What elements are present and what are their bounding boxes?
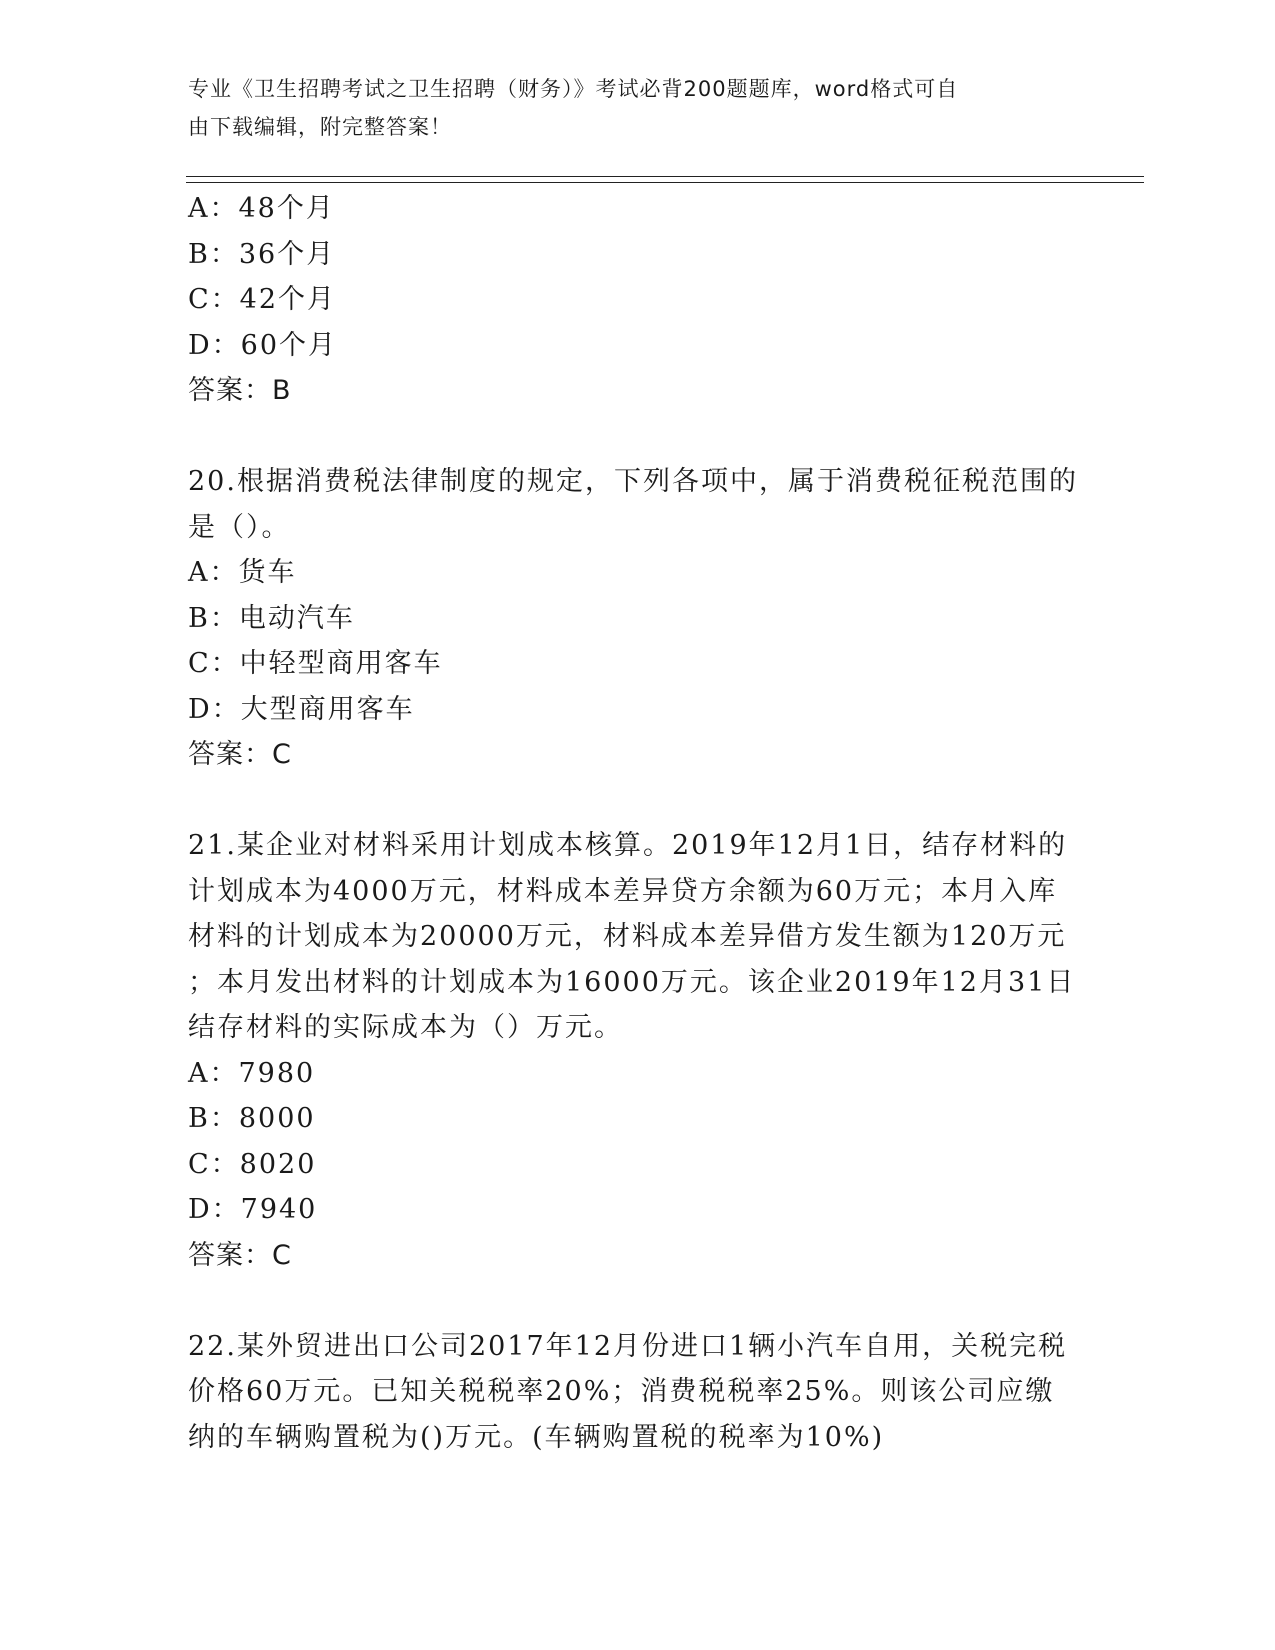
question-stem-line: ；本月发出材料的计划成本为16000万元。该企业2019年12月31日 <box>188 966 1076 998</box>
question-21 <box>188 823 1076 1278</box>
question-stem-line: 价格60万元。已知关税税率20%；消费税税率25%。则该公司应缴 <box>188 1376 1055 1407</box>
option-b: B：8000 <box>188 1103 316 1134</box>
option-a: A：48个月 <box>188 193 335 224</box>
answer-line: 答案：B <box>188 375 292 406</box>
option-d: D：大型商用客车 <box>188 693 415 725</box>
option-b: B：电动汽车 <box>188 602 355 634</box>
document-header <box>188 70 1068 146</box>
header-divider <box>186 176 1144 177</box>
spacer <box>188 414 1068 460</box>
option-c: C：中轻型商用客车 <box>188 648 443 679</box>
option-c: C：8020 <box>188 1148 317 1180</box>
answer-line: 答案：C <box>188 1239 292 1271</box>
spacer <box>188 1278 1068 1324</box>
option-c: C：42个月 <box>188 284 337 315</box>
question-stem-line: 计划成本为4000万元，材料成本差异贷方余额为60万元；本月入库 <box>188 875 1058 907</box>
header-line: 专业《卫生招聘考试之卫生招聘（财务）》考试必背200题题库，word格式可自 <box>188 77 959 101</box>
option-a: A：7980 <box>188 1057 316 1089</box>
question-19-tail <box>188 186 1068 414</box>
question-stem-line: 20.根据消费税法律制度的规定，下列各项中，属于消费税征税范围的 <box>188 466 1078 497</box>
question-stem-line: 材料的计划成本为20000万元，材料成本差异借方发生额为120万元 <box>188 921 1067 952</box>
document-body <box>188 186 1078 1460</box>
option-b: B：36个月 <box>188 238 336 270</box>
question-stem-line: 纳的车辆购置税为()万元。(车辆购置税的税率为10%) <box>188 1421 885 1453</box>
question-stem-line: 22.某外贸进出口公司2017年12月份进口1辆小汽车自用，关税完税 <box>188 1330 1068 1362</box>
question-stem-line: 是（）。 <box>188 511 291 543</box>
option-d: D：60个月 <box>188 329 338 361</box>
answer-line: 答案：C <box>188 739 292 770</box>
option-a: A：货车 <box>188 557 297 588</box>
question-stem-line: 21.某企业对材料采用计划成本核算。2019年12月1日，结存材料的 <box>188 830 1068 861</box>
header-divider <box>186 182 1144 183</box>
question-stem-line: 结存材料的实际成本为（）万元。 <box>188 1012 623 1043</box>
header-line: 由下载编辑，附完整答案！ <box>188 115 452 139</box>
question-22 <box>188 1324 1068 1461</box>
question-20 <box>188 459 1078 778</box>
spacer <box>188 778 1068 824</box>
option-d: D：7940 <box>188 1194 318 1225</box>
